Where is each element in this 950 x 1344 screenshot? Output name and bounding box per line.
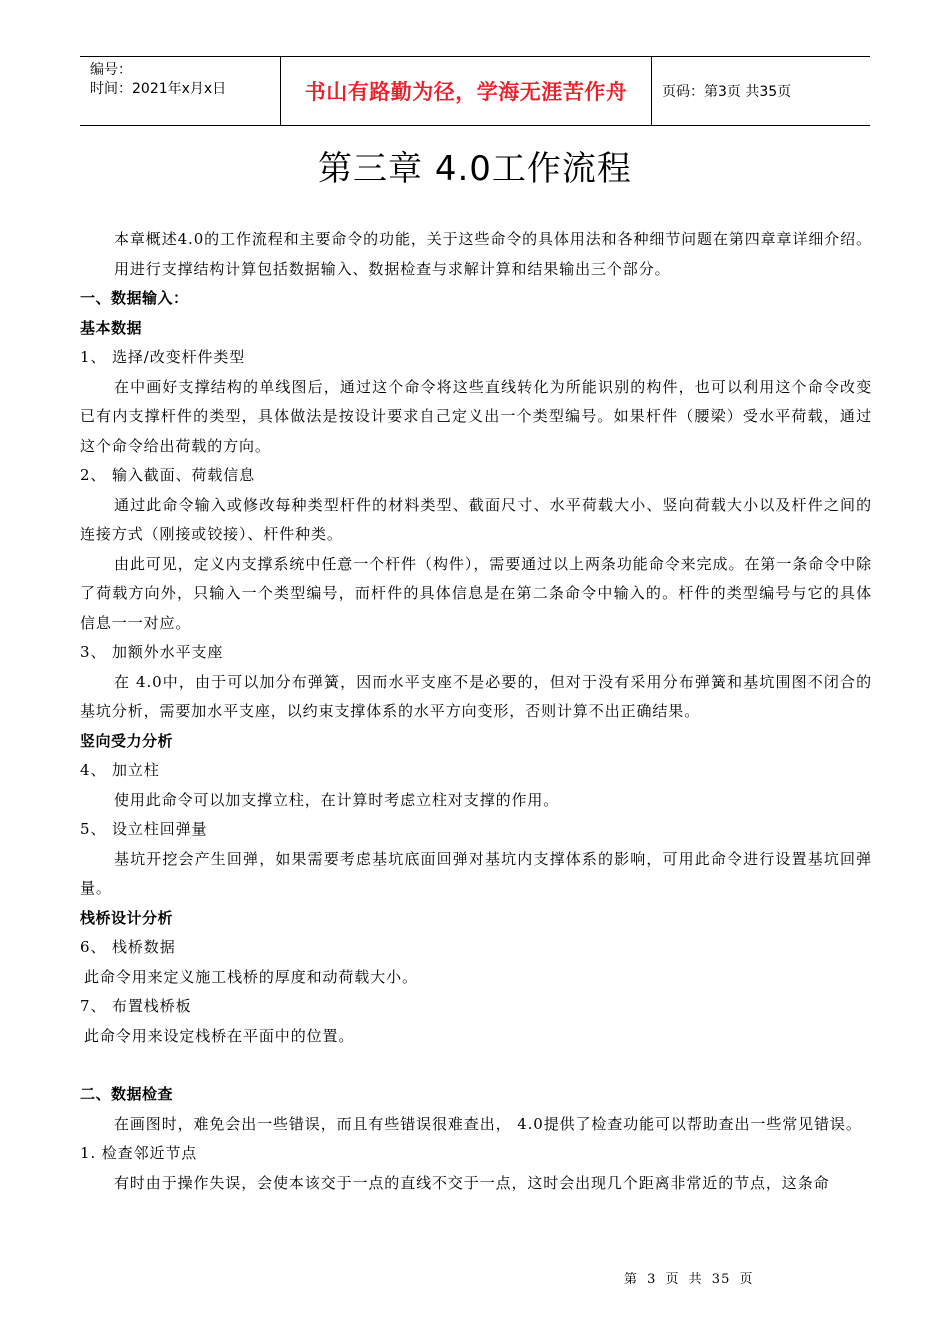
time-label: 时间：2021年x月x日 xyxy=(90,81,227,97)
subheading-vertical-analysis: 竖向受力分析 xyxy=(80,731,174,750)
spacer xyxy=(80,1051,872,1080)
item-5-heading: 5、 设立柱回弹量 xyxy=(80,820,208,838)
data-check-body: 在画图时，难免会出一些错误，而且有些错误很难查出， 4.0提供了检查功能可以帮助查出一些常见错误。 xyxy=(114,1114,862,1133)
chapter-title: 第三章 4.0工作流程 xyxy=(318,149,632,189)
section-heading-data-input: 一、数据输入： xyxy=(80,289,189,307)
item-6-body: 此命令用来定义施工栈桥的厚度和动荷载大小。 xyxy=(84,967,418,986)
intro-paragraph-2: 用进行支撑结构计算包括数据输入、数据检查与求解计算和结果输出三个部分。 xyxy=(114,259,671,278)
item-1-heading: 1、 选择/改变杆件类型 xyxy=(80,348,246,366)
subheading-basic-data: 基本数据 xyxy=(80,318,143,337)
header-page-info: 页码：第3页 共35页 xyxy=(662,84,792,100)
header-motto: 书山有路勤为径，学海无涯苦作舟 xyxy=(280,57,652,125)
check-1-heading: 1. 检查邻近节点 xyxy=(80,1144,198,1162)
subheading-trestle-design: 栈桥设计分析 xyxy=(80,908,174,927)
check-1-body: 有时由于操作失误，会使本该交于一点的直线不交于一点，这时会出现几个距离非常近的节点，这条命 xyxy=(114,1173,830,1192)
page-header xyxy=(80,56,870,126)
item-7-body: 此命令用来设定栈桥在平面中的位置。 xyxy=(84,1026,355,1045)
item-3-heading: 3、 加额外水平支座 xyxy=(80,643,224,661)
item-7-heading: 7、 布置栈桥板 xyxy=(80,997,192,1015)
item-4-body: 使用此命令可以加支撑立柱，在计算时考虑立柱对支撑的作用。 xyxy=(114,790,560,809)
document-body xyxy=(80,225,872,1198)
item-2-body-continued: 由此可见，定义内支撑系统中任意一个杆件（构件），需要通过以上两条功能命令来完成。在第一条命令中除了荷载方向外，只输入一个类型编号，而杆件的具体信息是在第二条命令中输入的。杆件的类型编号与它的具体信息一一对应。 xyxy=(80,554,872,632)
item-4-heading: 4、 加立柱 xyxy=(80,761,160,779)
item-3-body: 在 4.0中，由于可以加分布弹簧，因而水平支座不是必要的，但对于没有采用分布弹簧和基坑围图不闭合的基坑分析，需要加水平支座，以约束支撑体系的水平方向变形，否则计算不出正确结果。 xyxy=(80,672,872,720)
item-5-body: 基坑开挖会产生回弹，如果需要考虑基坑底面回弹对基坑内支撑体系的影响，可用此命令进行设置基坑回弹量。 xyxy=(80,849,872,897)
page-footer: 第 3 页 共 35 页 xyxy=(624,1272,754,1287)
item-2-body: 通过此命令输入或修改每种类型杆件的材料类型、截面尺寸、水平荷载大小、竖向荷载大小以及杆件之间的连接方式（刚接或铰接）、杆件种类。 xyxy=(80,495,872,543)
intro-paragraph-1: 本章概述4.0的工作流程和主要命令的功能，关于这些命令的具体用法和各种细节问题在第四章章详细介绍。 xyxy=(114,230,872,248)
header-meta xyxy=(80,57,280,125)
item-1-body: 在中画好支撑结构的单线图后，通过这个命令将这些直线转化为所能识别的构件，也可以利用这个命令改变已有内支撑杆件的类型，具体做法是按设计要求自己定义出一个类型编号。如果杆件（腰梁）受水平荷载，通过这个命令给出荷载的方向。 xyxy=(80,377,872,455)
item-2-heading: 2、 输入截面、荷载信息 xyxy=(80,466,256,484)
section-heading-data-check: 二、数据检查 xyxy=(80,1085,174,1103)
number-label: 编号： xyxy=(90,62,132,78)
item-6-heading: 6、 栈桥数据 xyxy=(80,938,176,956)
